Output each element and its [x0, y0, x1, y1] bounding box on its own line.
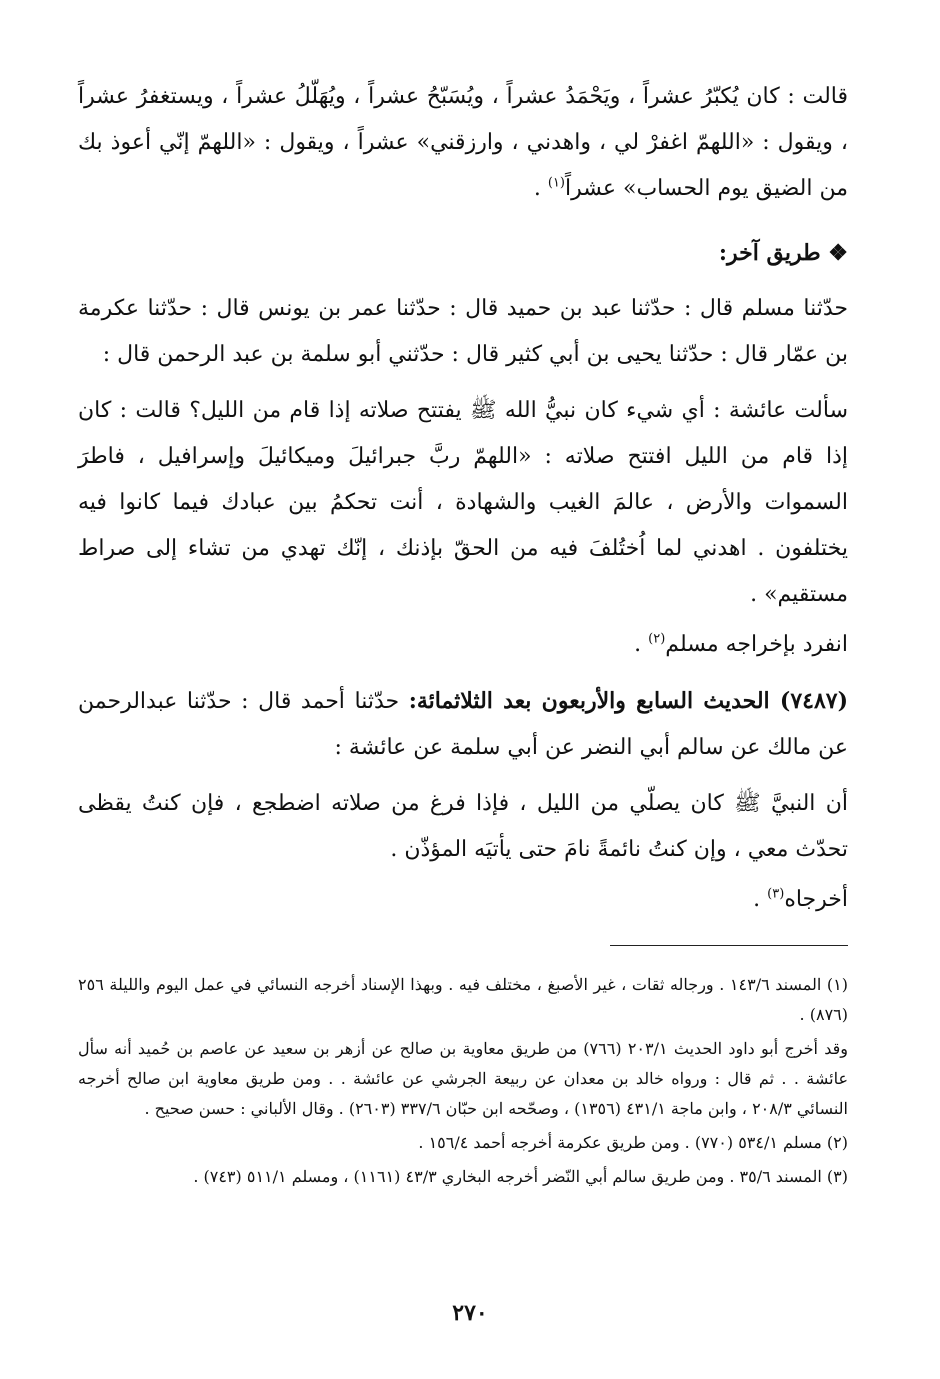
footnote-ref-3[interactable]: (٣) [767, 886, 785, 902]
footnotes [78, 970, 848, 1196]
paragraph-4-text: انفرد بإخراجه مسلم [665, 632, 848, 657]
paragraph-5 [78, 678, 848, 771]
footnote-3: (٣) المسند ٣٥/٦ . ومن طريق سالم أبي النّضر أخرجه البخاري ٤٣/٣ (١١٦١) ، ومسلم ٥١١/١ (٧٤٣) . [193, 1167, 848, 1186]
footnote-1-continued: وقد أخرج أبو داود الحديث ٢٠٣/١ (٧٦٦) من طريق معاوية بن صالح عن أزهر بن سعيد عن عاصم بن حُميد أنه سأل عائشة . . ثم قال : ورواه خالد بن معدان عن ربيعة الجرشي عن عائشة . . ومن طريق معاوية ابن صالح أخرجه النسائي ٢٠٨/٣ ، وابن ماجة ٤٣١/١ (١٣٥٦) ، وصحّحه ابن حبّان ٣٣٧/٦ (٢٦٠٣) . وقال الألباني : حسن صحيح . [78, 1039, 849, 1118]
footnote-ref-1[interactable]: (١) [547, 175, 565, 191]
paragraph-7 [78, 877, 848, 923]
footnote-ref-2[interactable]: (٢) [648, 631, 666, 647]
hadith-number-heading: (٧٤٨٧) الحديث السابع والأربعون بعد الثلاثمائة: [408, 688, 848, 714]
footnote-1: (١) المسند ١٤٣/٦ . ورجاله ثقات ، غير الأصبغ ، مختلف فيه . وبهذا الإسناد أخرجه النسائي في عمل اليوم والليلة ٢٥٦ (٨٧٦) . [78, 975, 849, 1024]
paragraph-2: حدّثنا مسلم قال : حدّثنا عبد بن حميد قال : حدّثنا عمر بن يونس قال : حدّثنا عكرمة بن عمّار قال : حدّثنا يحيى بن أبي كثير قال : حدّثني أبو سلمة بن عبد الرحمن قال : [78, 296, 848, 367]
paragraph-3: سألت عائشة : أي شيء كان نبيُّ الله ﷺ يفتتح صلاته إذا قام من الليل؟ قالت : كان إذا قام من الليل افتتح صلاته : «اللهمّ ربَّ جبرائيلَ وميكائيلَ وإسرافيل ، فاطرَ السموات والأرض ، عالمَ الغيب والشهادة ، أنت تحكمُ بين عبادك فيما كانوا فيه يختلفون . اهدني لما اُختُلفَ فيه من الحقّ بإذنك ، إنّك تهدي من تشاء إلى صراط مستقيم» . [78, 398, 848, 607]
paragraph-1 [78, 74, 848, 212]
paragraph-7-end: . [753, 887, 768, 912]
footnote-2: (٢) مسلم ٥٣٤/١ (٧٧٠) . ومن طريق عكرمة أخرجه أحمد ١٥٦/٤ . [418, 1133, 848, 1152]
section-heading: ❖ طريق آخر: [718, 240, 848, 266]
paragraph-4-end: . [634, 632, 649, 657]
paragraph-4 [78, 622, 848, 668]
page-number: ٢٧٠ [452, 1300, 488, 1326]
main-text [78, 74, 848, 923]
paragraph-7-text: أخرجاه [784, 887, 848, 912]
footnote-divider [610, 945, 848, 946]
paragraph-1-end: . [533, 176, 548, 201]
paragraph-5-text: حدّثنا أحمد قال : حدّثنا عبدالرحمن عن مالك عن سالم أبي النضر عن أبي سلمة عن عائشة : [78, 689, 848, 760]
paragraph-1-text: قالت : كان يُكبّرُ عشراً ، ويَحْمَدُ عشراً ، ويُسَبّحُ عشراً ، ويُهَلّلُ عشراً ، ويستغفرُ عشراً ، ويقول : «اللهمّ اغفرْ لي ، واهدني ، وارزقني» عشراً ، ويقول : «اللهمّ إنّي أعوذ بك من الضيق يوم الحساب» عشراً [78, 84, 848, 201]
paragraph-6: أن النبيَّ ﷺ كان يصلّي من الليل ، فإذا فرغ من صلاته اضطجع ، فإن كنتُ يقظى تحدّث معي ، وإن كنتُ نائمةً نامَ حتى يأتيَه المؤذّن . [78, 791, 848, 862]
